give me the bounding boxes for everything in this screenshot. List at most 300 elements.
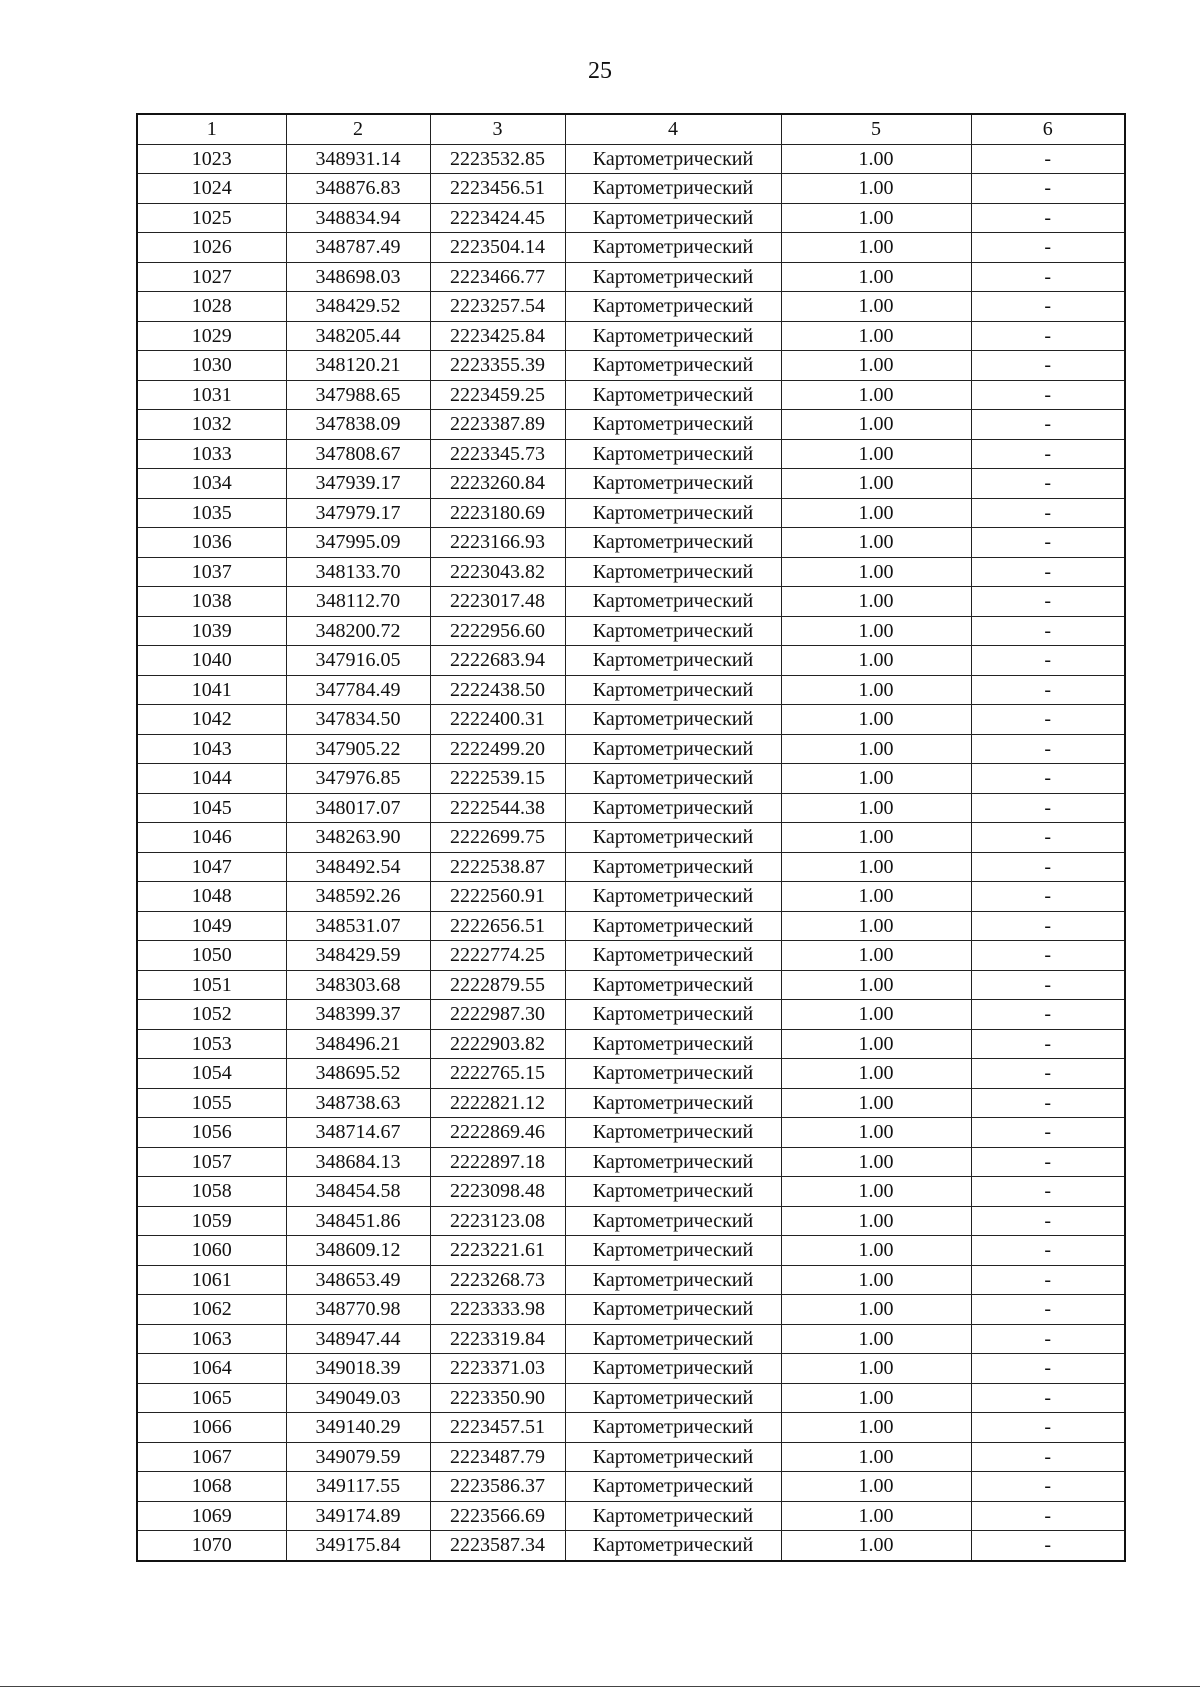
header-row: [137, 114, 1125, 144]
x-coordinate-cell: 348451.86: [286, 1206, 430, 1236]
x-coordinate-cell: 349140.29: [286, 1413, 430, 1443]
accuracy-cell: 1.00: [781, 1265, 971, 1295]
note-cell: -: [971, 1088, 1125, 1118]
accuracy-cell: 1.00: [781, 1472, 971, 1502]
y-coordinate-cell: 2222821.12: [430, 1088, 565, 1118]
x-coordinate-cell: 348112.70: [286, 587, 430, 617]
y-coordinate-cell: 2222869.46: [430, 1118, 565, 1148]
point-number-cell: 1058: [137, 1177, 286, 1207]
table-row: [137, 469, 1125, 499]
x-coordinate-cell: 348200.72: [286, 616, 430, 646]
accuracy-cell: 1.00: [781, 498, 971, 528]
method-cell: Картометрический: [565, 528, 781, 558]
point-number-cell: 1060: [137, 1236, 286, 1266]
x-coordinate-cell: 348684.13: [286, 1147, 430, 1177]
table-row: [137, 911, 1125, 941]
method-cell: Картометрический: [565, 1265, 781, 1295]
table-row: [137, 557, 1125, 587]
note-cell: -: [971, 1177, 1125, 1207]
table-row: [137, 174, 1125, 204]
accuracy-cell: 1.00: [781, 203, 971, 233]
accuracy-cell: 1.00: [781, 1324, 971, 1354]
method-cell: Картометрический: [565, 439, 781, 469]
accuracy-cell: 1.00: [781, 1177, 971, 1207]
y-coordinate-cell: 2222903.82: [430, 1029, 565, 1059]
x-coordinate-cell: 348947.44: [286, 1324, 430, 1354]
accuracy-cell: 1.00: [781, 351, 971, 381]
x-coordinate-cell: 349049.03: [286, 1383, 430, 1413]
table-row: [137, 1118, 1125, 1148]
x-coordinate-cell: 348695.52: [286, 1059, 430, 1089]
point-number-cell: 1027: [137, 262, 286, 292]
note-cell: -: [971, 1295, 1125, 1325]
y-coordinate-cell: 2223387.89: [430, 410, 565, 440]
x-coordinate-cell: 348834.94: [286, 203, 430, 233]
y-coordinate-cell: 2222699.75: [430, 823, 565, 853]
accuracy-cell: 1.00: [781, 321, 971, 351]
note-cell: -: [971, 705, 1125, 735]
method-cell: Картометрический: [565, 174, 781, 204]
table-body: [137, 144, 1125, 1561]
accuracy-cell: 1.00: [781, 1147, 971, 1177]
point-number-cell: 1033: [137, 439, 286, 469]
y-coordinate-cell: 2223425.84: [430, 321, 565, 351]
method-cell: Картометрический: [565, 1472, 781, 1502]
accuracy-cell: 1.00: [781, 233, 971, 263]
x-coordinate-cell: 347979.17: [286, 498, 430, 528]
point-number-cell: 1044: [137, 764, 286, 794]
point-number-cell: 1046: [137, 823, 286, 853]
x-coordinate-cell: 348429.59: [286, 941, 430, 971]
x-coordinate-cell: 348714.67: [286, 1118, 430, 1148]
point-number-cell: 1028: [137, 292, 286, 322]
method-cell: Картометрический: [565, 882, 781, 912]
x-coordinate-cell: 348263.90: [286, 823, 430, 853]
x-coordinate-cell: 347784.49: [286, 675, 430, 705]
point-number-cell: 1035: [137, 498, 286, 528]
table-row: [137, 941, 1125, 971]
x-coordinate-cell: 349079.59: [286, 1442, 430, 1472]
table-row: [137, 1413, 1125, 1443]
column-header-2: 2: [286, 114, 430, 144]
y-coordinate-cell: 2223257.54: [430, 292, 565, 322]
y-coordinate-cell: 2223586.37: [430, 1472, 565, 1502]
y-coordinate-cell: 2223424.45: [430, 203, 565, 233]
x-coordinate-cell: 349018.39: [286, 1354, 430, 1384]
y-coordinate-cell: 2223355.39: [430, 351, 565, 381]
point-number-cell: 1056: [137, 1118, 286, 1148]
method-cell: Картометрический: [565, 970, 781, 1000]
y-coordinate-cell: 2223017.48: [430, 587, 565, 617]
x-coordinate-cell: 348592.26: [286, 882, 430, 912]
point-number-cell: 1048: [137, 882, 286, 912]
point-number-cell: 1064: [137, 1354, 286, 1384]
point-number-cell: 1067: [137, 1442, 286, 1472]
note-cell: -: [971, 233, 1125, 263]
x-coordinate-cell: 348303.68: [286, 970, 430, 1000]
point-number-cell: 1026: [137, 233, 286, 263]
note-cell: -: [971, 1354, 1125, 1384]
method-cell: Картометрический: [565, 1413, 781, 1443]
accuracy-cell: 1.00: [781, 705, 971, 735]
method-cell: Картометрический: [565, 1088, 781, 1118]
x-coordinate-cell: 348738.63: [286, 1088, 430, 1118]
column-header-3: 3: [430, 114, 565, 144]
note-cell: -: [971, 528, 1125, 558]
table-row: [137, 1265, 1125, 1295]
x-coordinate-cell: 348876.83: [286, 174, 430, 204]
accuracy-cell: 1.00: [781, 1236, 971, 1266]
point-number-cell: 1053: [137, 1029, 286, 1059]
point-number-cell: 1050: [137, 941, 286, 971]
y-coordinate-cell: 2222765.15: [430, 1059, 565, 1089]
note-cell: -: [971, 793, 1125, 823]
y-coordinate-cell: 2222774.25: [430, 941, 565, 971]
table-row: [137, 852, 1125, 882]
x-coordinate-cell: 348496.21: [286, 1029, 430, 1059]
point-number-cell: 1034: [137, 469, 286, 499]
point-number-cell: 1051: [137, 970, 286, 1000]
method-cell: Картометрический: [565, 469, 781, 499]
method-cell: Картометрический: [565, 321, 781, 351]
note-cell: -: [971, 1501, 1125, 1531]
y-coordinate-cell: 2222499.20: [430, 734, 565, 764]
y-coordinate-cell: 2223319.84: [430, 1324, 565, 1354]
point-number-cell: 1066: [137, 1413, 286, 1443]
y-coordinate-cell: 2222544.38: [430, 793, 565, 823]
x-coordinate-cell: 348770.98: [286, 1295, 430, 1325]
table-row: [137, 439, 1125, 469]
y-coordinate-cell: 2223371.03: [430, 1354, 565, 1384]
accuracy-cell: 1.00: [781, 439, 971, 469]
x-coordinate-cell: 348698.03: [286, 262, 430, 292]
column-header-1: 1: [137, 114, 286, 144]
point-number-cell: 1029: [137, 321, 286, 351]
point-number-cell: 1055: [137, 1088, 286, 1118]
column-header-5: 5: [781, 114, 971, 144]
y-coordinate-cell: 2222538.87: [430, 852, 565, 882]
table-row: [137, 734, 1125, 764]
y-coordinate-cell: 2222560.91: [430, 882, 565, 912]
point-number-cell: 1039: [137, 616, 286, 646]
note-cell: -: [971, 882, 1125, 912]
accuracy-cell: 1.00: [781, 528, 971, 558]
note-cell: -: [971, 1236, 1125, 1266]
note-cell: -: [971, 823, 1125, 853]
note-cell: -: [971, 1206, 1125, 1236]
point-number-cell: 1062: [137, 1295, 286, 1325]
table-row: [137, 1029, 1125, 1059]
page-number: 25: [588, 58, 612, 84]
accuracy-cell: 1.00: [781, 764, 971, 794]
method-cell: Картометрический: [565, 675, 781, 705]
y-coordinate-cell: 2222987.30: [430, 1000, 565, 1030]
table-row: [137, 616, 1125, 646]
point-number-cell: 1024: [137, 174, 286, 204]
accuracy-cell: 1.00: [781, 1531, 971, 1561]
note-cell: -: [971, 1118, 1125, 1148]
point-number-cell: 1036: [137, 528, 286, 558]
point-number-cell: 1065: [137, 1383, 286, 1413]
accuracy-cell: 1.00: [781, 557, 971, 587]
point-number-cell: 1069: [137, 1501, 286, 1531]
y-coordinate-cell: 2223260.84: [430, 469, 565, 499]
accuracy-cell: 1.00: [781, 144, 971, 174]
note-cell: -: [971, 970, 1125, 1000]
accuracy-cell: 1.00: [781, 823, 971, 853]
accuracy-cell: 1.00: [781, 1059, 971, 1089]
note-cell: -: [971, 734, 1125, 764]
method-cell: Картометрический: [565, 1354, 781, 1384]
accuracy-cell: 1.00: [781, 1088, 971, 1118]
note-cell: -: [971, 1472, 1125, 1502]
table-row: [137, 1442, 1125, 1472]
method-cell: Картометрический: [565, 380, 781, 410]
x-coordinate-cell: 348653.49: [286, 1265, 430, 1295]
table-row: [137, 793, 1125, 823]
table-row: [137, 1354, 1125, 1384]
method-cell: Картометрический: [565, 911, 781, 941]
method-cell: Картометрический: [565, 1324, 781, 1354]
coordinates-table: [136, 113, 1126, 1562]
accuracy-cell: 1.00: [781, 941, 971, 971]
accuracy-cell: 1.00: [781, 1118, 971, 1148]
note-cell: -: [971, 351, 1125, 381]
y-coordinate-cell: 2223456.51: [430, 174, 565, 204]
note-cell: -: [971, 1147, 1125, 1177]
y-coordinate-cell: 2222656.51: [430, 911, 565, 941]
accuracy-cell: 1.00: [781, 1413, 971, 1443]
x-coordinate-cell: 347838.09: [286, 410, 430, 440]
point-number-cell: 1037: [137, 557, 286, 587]
note-cell: -: [971, 1531, 1125, 1561]
x-coordinate-cell: 348017.07: [286, 793, 430, 823]
method-cell: Картометрический: [565, 498, 781, 528]
point-number-cell: 1052: [137, 1000, 286, 1030]
accuracy-cell: 1.00: [781, 1501, 971, 1531]
note-cell: -: [971, 469, 1125, 499]
accuracy-cell: 1.00: [781, 410, 971, 440]
method-cell: Картометрический: [565, 705, 781, 735]
y-coordinate-cell: 2223345.73: [430, 439, 565, 469]
y-coordinate-cell: 2222438.50: [430, 675, 565, 705]
point-number-cell: 1041: [137, 675, 286, 705]
note-cell: -: [971, 203, 1125, 233]
y-coordinate-cell: 2223350.90: [430, 1383, 565, 1413]
point-number-cell: 1057: [137, 1147, 286, 1177]
y-coordinate-cell: 2222879.55: [430, 970, 565, 1000]
table-row: [137, 1501, 1125, 1531]
accuracy-cell: 1.00: [781, 911, 971, 941]
y-coordinate-cell: 2223333.98: [430, 1295, 565, 1325]
y-coordinate-cell: 2223457.51: [430, 1413, 565, 1443]
note-cell: -: [971, 1442, 1125, 1472]
method-cell: Картометрический: [565, 1236, 781, 1266]
note-cell: -: [971, 587, 1125, 617]
x-coordinate-cell: 348399.37: [286, 1000, 430, 1030]
accuracy-cell: 1.00: [781, 675, 971, 705]
x-coordinate-cell: 347976.85: [286, 764, 430, 794]
note-cell: -: [971, 439, 1125, 469]
x-coordinate-cell: 347905.22: [286, 734, 430, 764]
note-cell: -: [971, 144, 1125, 174]
table-row: [137, 1236, 1125, 1266]
x-coordinate-cell: 347808.67: [286, 439, 430, 469]
table-row: [137, 351, 1125, 381]
x-coordinate-cell: 349175.84: [286, 1531, 430, 1561]
method-cell: Картометрический: [565, 793, 781, 823]
table-row: [137, 1000, 1125, 1030]
method-cell: Картометрический: [565, 1118, 781, 1148]
note-cell: -: [971, 1383, 1125, 1413]
table-row: [137, 646, 1125, 676]
y-coordinate-cell: 2223180.69: [430, 498, 565, 528]
page-edge-line: [0, 1686, 1200, 1687]
method-cell: Картометрический: [565, 144, 781, 174]
method-cell: Картометрический: [565, 1147, 781, 1177]
x-coordinate-cell: 348931.14: [286, 144, 430, 174]
note-cell: -: [971, 262, 1125, 292]
accuracy-cell: 1.00: [781, 1206, 971, 1236]
method-cell: Картометрический: [565, 410, 781, 440]
y-coordinate-cell: 2223587.34: [430, 1531, 565, 1561]
table-row: [137, 1177, 1125, 1207]
point-number-cell: 1054: [137, 1059, 286, 1089]
table-row: [137, 203, 1125, 233]
method-cell: Картометрический: [565, 764, 781, 794]
accuracy-cell: 1.00: [781, 469, 971, 499]
x-coordinate-cell: 347916.05: [286, 646, 430, 676]
y-coordinate-cell: 2223043.82: [430, 557, 565, 587]
method-cell: Картометрический: [565, 1206, 781, 1236]
note-cell: -: [971, 557, 1125, 587]
note-cell: -: [971, 498, 1125, 528]
point-number-cell: 1043: [137, 734, 286, 764]
method-cell: Картометрический: [565, 1383, 781, 1413]
accuracy-cell: 1.00: [781, 1442, 971, 1472]
point-number-cell: 1025: [137, 203, 286, 233]
accuracy-cell: 1.00: [781, 970, 971, 1000]
accuracy-cell: 1.00: [781, 882, 971, 912]
table-row: [137, 380, 1125, 410]
accuracy-cell: 1.00: [781, 587, 971, 617]
x-coordinate-cell: 349117.55: [286, 1472, 430, 1502]
x-coordinate-cell: 347834.50: [286, 705, 430, 735]
point-number-cell: 1049: [137, 911, 286, 941]
note-cell: -: [971, 292, 1125, 322]
x-coordinate-cell: 348492.54: [286, 852, 430, 882]
note-cell: -: [971, 1029, 1125, 1059]
method-cell: Картометрический: [565, 233, 781, 263]
accuracy-cell: 1.00: [781, 734, 971, 764]
table-row: [137, 705, 1125, 735]
note-cell: -: [971, 410, 1125, 440]
table-row: [137, 1147, 1125, 1177]
y-coordinate-cell: 2222400.31: [430, 705, 565, 735]
accuracy-cell: 1.00: [781, 1295, 971, 1325]
y-coordinate-cell: 2222956.60: [430, 616, 565, 646]
note-cell: -: [971, 321, 1125, 351]
x-coordinate-cell: 348609.12: [286, 1236, 430, 1266]
x-coordinate-cell: 348120.21: [286, 351, 430, 381]
accuracy-cell: 1.00: [781, 1029, 971, 1059]
note-cell: -: [971, 174, 1125, 204]
note-cell: -: [971, 1265, 1125, 1295]
point-number-cell: 1040: [137, 646, 286, 676]
point-number-cell: 1030: [137, 351, 286, 381]
table-row: [137, 764, 1125, 794]
table-row: [137, 823, 1125, 853]
column-header-6: 6: [971, 114, 1125, 144]
table-row: [137, 410, 1125, 440]
method-cell: Картометрический: [565, 823, 781, 853]
accuracy-cell: 1.00: [781, 1354, 971, 1384]
method-cell: Картометрический: [565, 1059, 781, 1089]
note-cell: -: [971, 380, 1125, 410]
method-cell: Картометрический: [565, 1029, 781, 1059]
table-row: [137, 1295, 1125, 1325]
note-cell: -: [971, 1413, 1125, 1443]
table-row: [137, 1383, 1125, 1413]
note-cell: -: [971, 941, 1125, 971]
method-cell: Картометрический: [565, 1531, 781, 1561]
point-number-cell: 1070: [137, 1531, 286, 1561]
table-row: [137, 882, 1125, 912]
x-coordinate-cell: 348531.07: [286, 911, 430, 941]
x-coordinate-cell: 348429.52: [286, 292, 430, 322]
x-coordinate-cell: 349174.89: [286, 1501, 430, 1531]
x-coordinate-cell: 347988.65: [286, 380, 430, 410]
y-coordinate-cell: 2223166.93: [430, 528, 565, 558]
x-coordinate-cell: 347995.09: [286, 528, 430, 558]
method-cell: Картометрический: [565, 941, 781, 971]
y-coordinate-cell: 2223221.61: [430, 1236, 565, 1266]
method-cell: Картометрический: [565, 1000, 781, 1030]
y-coordinate-cell: 2222683.94: [430, 646, 565, 676]
point-number-cell: 1047: [137, 852, 286, 882]
table-row: [137, 1531, 1125, 1561]
table-row: [137, 587, 1125, 617]
note-cell: -: [971, 646, 1125, 676]
y-coordinate-cell: 2223268.73: [430, 1265, 565, 1295]
method-cell: Картометрический: [565, 646, 781, 676]
table-row: [137, 1088, 1125, 1118]
table-row: [137, 292, 1125, 322]
method-cell: Картометрический: [565, 616, 781, 646]
x-coordinate-cell: 347939.17: [286, 469, 430, 499]
note-cell: -: [971, 911, 1125, 941]
y-coordinate-cell: 2223532.85: [430, 144, 565, 174]
table-row: [137, 321, 1125, 351]
y-coordinate-cell: 2223566.69: [430, 1501, 565, 1531]
method-cell: Картометрический: [565, 734, 781, 764]
note-cell: -: [971, 764, 1125, 794]
note-cell: -: [971, 1059, 1125, 1089]
point-number-cell: 1023: [137, 144, 286, 174]
point-number-cell: 1045: [137, 793, 286, 823]
accuracy-cell: 1.00: [781, 380, 971, 410]
accuracy-cell: 1.00: [781, 1383, 971, 1413]
accuracy-cell: 1.00: [781, 646, 971, 676]
table-row: [137, 675, 1125, 705]
note-cell: -: [971, 675, 1125, 705]
y-coordinate-cell: 2223098.48: [430, 1177, 565, 1207]
column-header-4: 4: [565, 114, 781, 144]
x-coordinate-cell: 348133.70: [286, 557, 430, 587]
method-cell: Картометрический: [565, 262, 781, 292]
method-cell: Картометрический: [565, 587, 781, 617]
y-coordinate-cell: 2222897.18: [430, 1147, 565, 1177]
